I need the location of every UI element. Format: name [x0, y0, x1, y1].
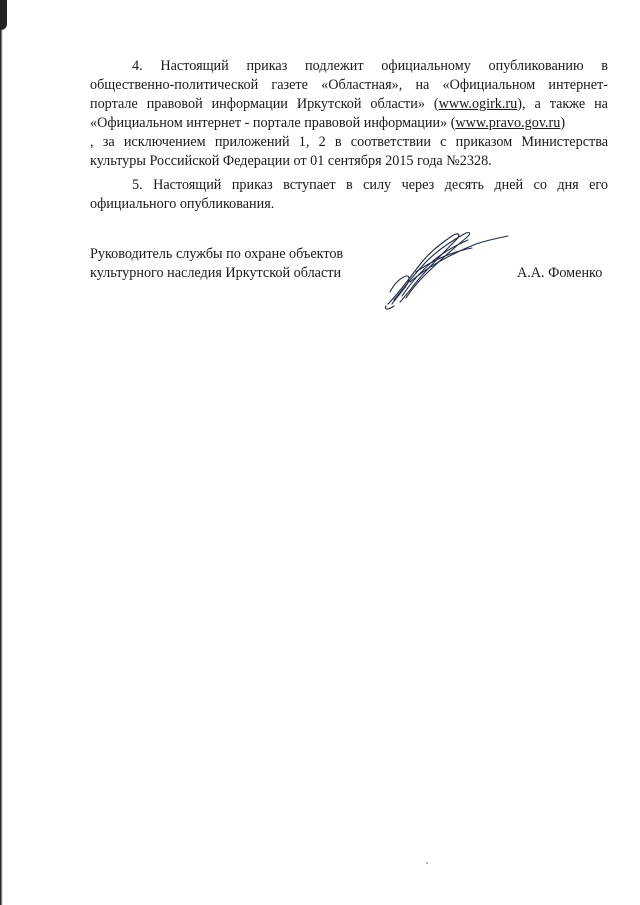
- paragraph-4-line-3-suffix: ), а также на: [517, 96, 608, 112]
- paragraph-4-line-6: культуры Российской Федерации от 01 сентября 2015 года №2328.: [90, 153, 492, 169]
- scan-edge: [0, 0, 3, 905]
- scan-speck: [426, 862, 428, 864]
- signatory-position-line-1: Руководитель службы по охране объектов: [90, 246, 344, 262]
- paragraph-4-line-1: 4. Настоящий приказ подлежит официальному опубликованию в: [132, 58, 608, 74]
- signatory-name: А.А. Фоменко: [517, 265, 603, 281]
- paragraph-4-line-4: «Официальном интернет - портале правовой информации» (www.pravo.gov.ru): [90, 115, 566, 131]
- scan-corner: [0, 0, 7, 30]
- paragraph-5: [90, 176, 608, 214]
- paragraph-4-line-4-text: «Официальном интернет - портале правовой информации»: [90, 115, 448, 131]
- signatory-position: [90, 245, 343, 283]
- paragraph-4-line-5: , за исключением приложений 1, 2 в соответствии с приказом Министерства: [90, 134, 608, 150]
- ogirk-link[interactable]: www.ogirk.ru: [438, 96, 518, 112]
- signatory-position-line-2: культурного наследия Иркутской области: [90, 265, 342, 281]
- pravo-link[interactable]: www.pravo.gov.ru: [455, 115, 561, 131]
- paragraph-4-line-3-text: портале правовой информации Иркутской области»: [90, 96, 425, 112]
- paragraph-4-line-2: общественно-политической газете «Областная», на «Официальном интернет-: [90, 77, 608, 93]
- paragraph-5-line-1: 5. Настоящий приказ вступает в силу через десять дней со дня его: [132, 177, 608, 193]
- handwritten-signature: [380, 222, 510, 312]
- paragraph-4-line-3: портале правовой информации Иркутской области» (www.ogirk.ru), а также на: [90, 96, 608, 112]
- paragraph-5-line-2: официального опубликования.: [90, 196, 275, 212]
- paragraph-4: [90, 57, 608, 171]
